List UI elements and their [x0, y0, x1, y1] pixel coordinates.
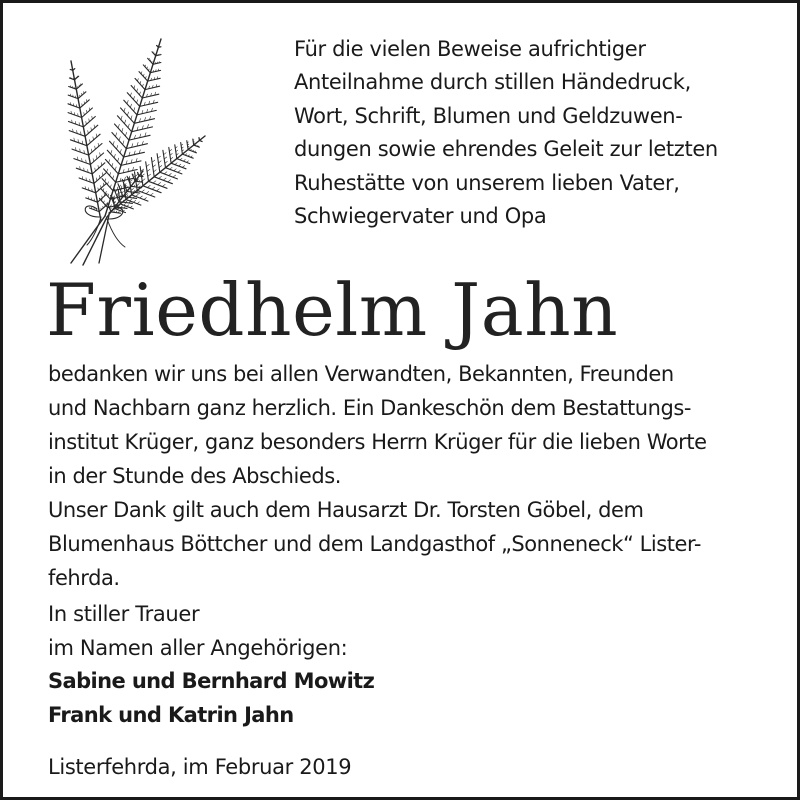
intro-text	[294, 33, 774, 233]
closing-block	[48, 598, 374, 732]
intro-line: Wort, Schrift, Blumen und Geldzuwen-	[294, 103, 683, 128]
intro-line: Ruhestätte von unserem lieben Vater,	[294, 170, 680, 195]
intro-line: dungen sowie ehrendes Geleit zur letzten	[294, 137, 718, 162]
intro-line: Anteilnahme durch stillen Händedruck,	[294, 70, 691, 95]
fern-bouquet-icon	[43, 31, 223, 266]
thanks-line: Unser Dank gilt auch dem Hausarzt Dr. Torsten Göbel, dem	[48, 498, 644, 522]
mourning-line: In stiller Trauer	[48, 602, 200, 626]
thanks-line: und Nachbarn ganz herzlich. Ein Dankeschön dem Bestattungs-	[48, 396, 692, 420]
intro-line: Schwiegervater und Opa	[294, 204, 547, 229]
signer-name: Frank und Katrin Jahn	[48, 702, 294, 727]
deceased-name: Friedhelm Jahn	[46, 268, 619, 352]
thanks-line: institut Krüger, ganz besonders Herrn Krüger für die lieben Worte	[48, 430, 707, 454]
thanks-text	[48, 357, 768, 595]
signer-name: Sabine und Bernhard Mowitz	[48, 669, 375, 693]
mourning-line: im Namen aller Angehörigen:	[48, 635, 348, 660]
thanks-line: in der Stunde des Abschieds.	[48, 464, 341, 488]
thanks-line: fehrda.	[48, 566, 120, 590]
place-date: Listerfehrda, im Februar 2019	[48, 755, 352, 779]
intro-line: Für die vielen Beweise aufrichtiger	[294, 37, 646, 61]
thanks-line: bedanken wir uns bei allen Verwandten, Bekannten, Freunden	[48, 362, 674, 386]
thanks-line: Blumenhaus Böttcher und dem Landgasthof „Sonneneck“ Lister-	[48, 532, 701, 556]
